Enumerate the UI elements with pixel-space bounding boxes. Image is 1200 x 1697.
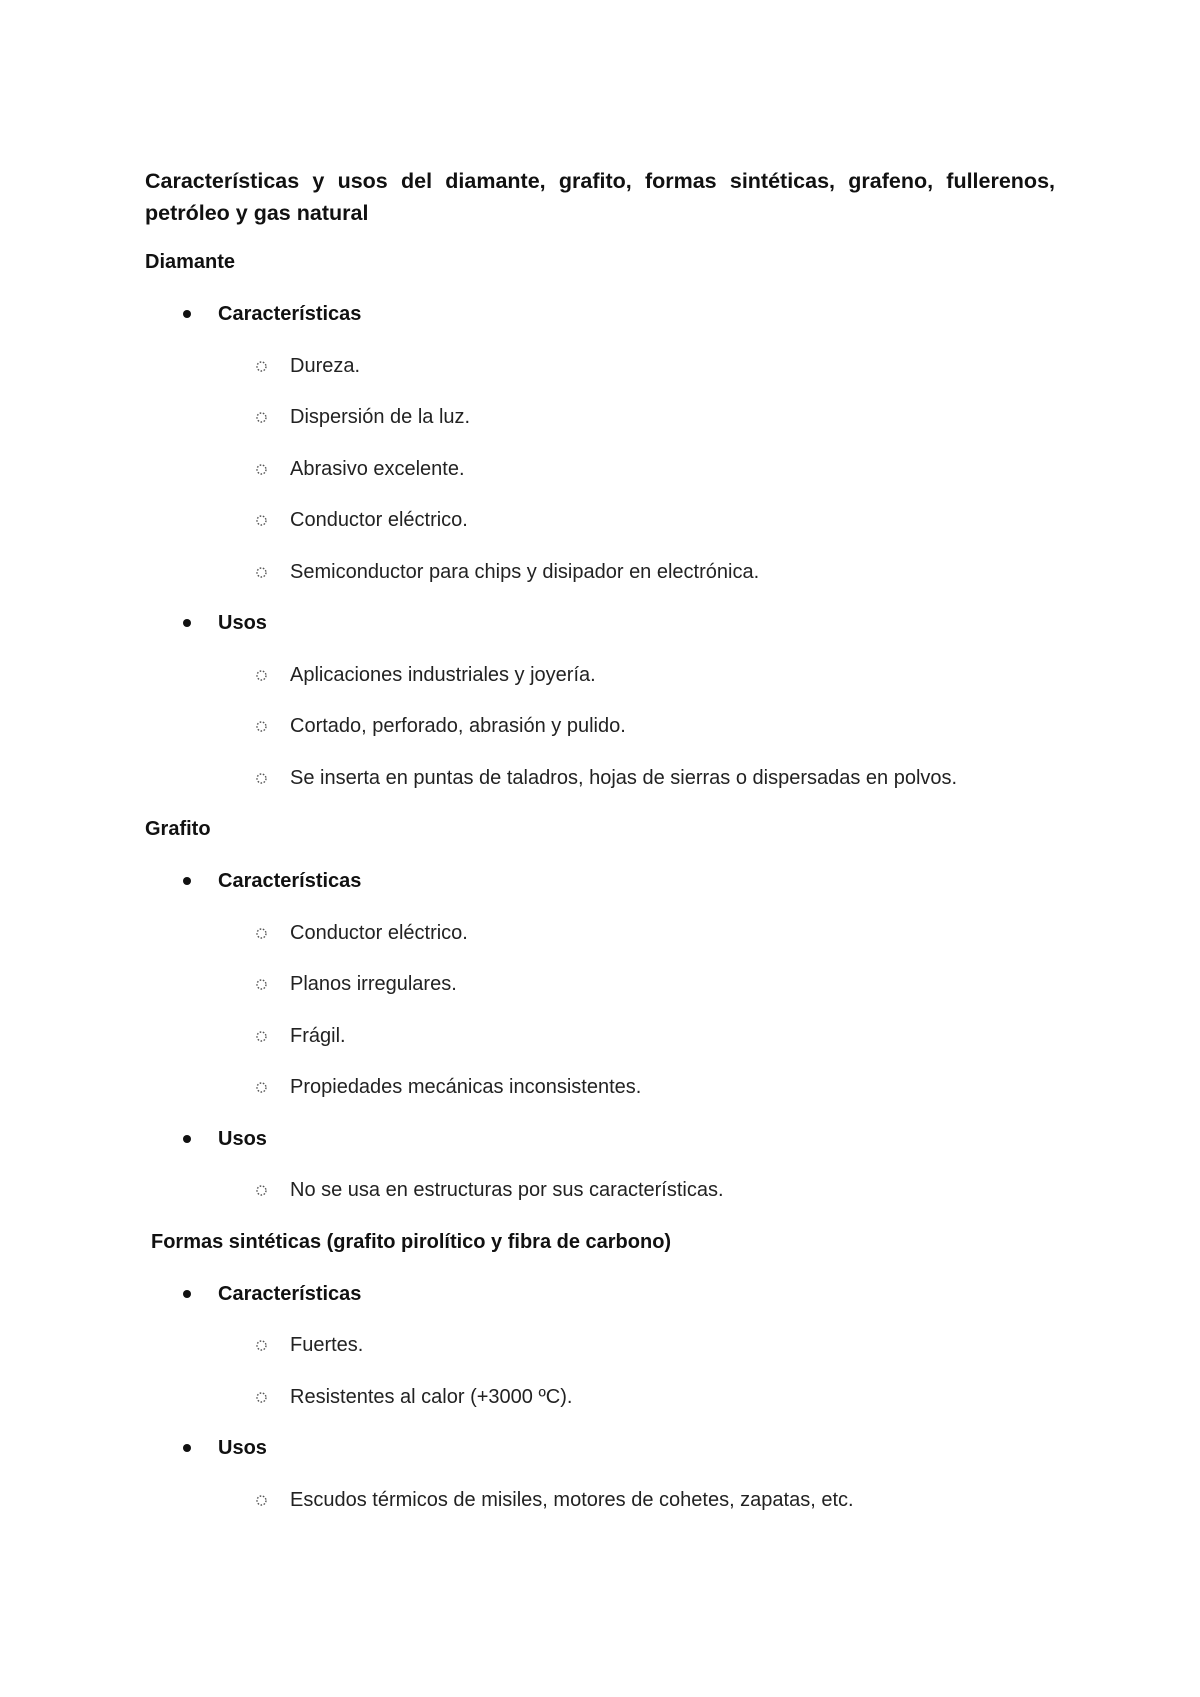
dotted-circle-bullet-icon bbox=[255, 566, 268, 579]
list-item bbox=[145, 1332, 1055, 1384]
list-item bbox=[145, 404, 1055, 456]
filled-circle-bullet-icon bbox=[183, 1290, 191, 1298]
item-text: Planos irregulares. bbox=[290, 973, 457, 995]
list-item-caracteristicas bbox=[145, 868, 1055, 920]
dotted-circle-bullet-icon bbox=[255, 772, 268, 785]
item-text: Escudos térmicos de misiles, motores de cohetes, zapatas, etc. bbox=[290, 1488, 854, 1511]
dotted-circle-bullet-icon bbox=[255, 1339, 268, 1352]
dotted-circle-bullet-icon bbox=[255, 1391, 268, 1404]
dotted-circle-bullet-icon bbox=[255, 1030, 268, 1043]
list-item bbox=[145, 1487, 1055, 1539]
dotted-circle-bullet-icon bbox=[255, 514, 268, 527]
item-text: Semiconductor para chips y disipador en electrónica. bbox=[290, 560, 760, 583]
dotted-circle-bullet-icon bbox=[255, 1184, 268, 1197]
item-text: Abrasivo excelente. bbox=[290, 457, 465, 480]
list-item bbox=[145, 1177, 1055, 1229]
list-item bbox=[145, 507, 1055, 559]
list-item-usos bbox=[145, 1126, 1055, 1178]
filled-circle-bullet-icon bbox=[183, 1444, 191, 1452]
item-text: Propiedades mecánicas inconsistentes. bbox=[290, 1076, 642, 1098]
item-text: No se usa en estructuras por sus características. bbox=[290, 1179, 724, 1201]
list-item bbox=[145, 1074, 1055, 1126]
section-formas-sinteticas bbox=[145, 1229, 1055, 1539]
group-label: Características bbox=[218, 303, 362, 325]
item-text: Se inserta en puntas de taladros, hojas de sierras o dispersadas en polvos. bbox=[290, 766, 958, 789]
dotted-circle-bullet-icon bbox=[255, 463, 268, 476]
section-heading: Grafito bbox=[145, 818, 211, 840]
filled-circle-bullet-icon bbox=[183, 877, 191, 885]
list-item bbox=[145, 662, 1055, 714]
item-text: Cortado, perforado, abrasión y pulido. bbox=[290, 715, 626, 737]
section-heading: Formas sintéticas (grafito pirolítico y fibra de carbono) bbox=[151, 1230, 672, 1253]
item-text: Fuertes. bbox=[290, 1334, 364, 1356]
item-text: Conductor eléctrico. bbox=[290, 509, 468, 531]
item-text: Dispersión de la luz. bbox=[290, 406, 471, 428]
list-item bbox=[145, 1384, 1055, 1436]
group-label: Usos bbox=[218, 612, 267, 634]
group-label: Características bbox=[218, 870, 362, 892]
list-item bbox=[145, 920, 1055, 972]
section-diamante bbox=[145, 249, 1055, 816]
list-item-caracteristicas bbox=[145, 1281, 1055, 1333]
list-item bbox=[145, 1023, 1055, 1075]
dotted-circle-bullet-icon bbox=[255, 1494, 268, 1507]
filled-circle-bullet-icon bbox=[183, 310, 191, 318]
section-grafito bbox=[145, 816, 1055, 1229]
dotted-circle-bullet-icon bbox=[255, 1081, 268, 1094]
item-text: Conductor eléctrico. bbox=[290, 921, 468, 944]
dotted-circle-bullet-icon bbox=[255, 927, 268, 940]
dotted-circle-bullet-icon bbox=[255, 720, 268, 733]
list-item bbox=[145, 765, 1055, 817]
list-item-caracteristicas bbox=[145, 301, 1055, 353]
list-item bbox=[145, 559, 1055, 611]
list-item-usos bbox=[145, 610, 1055, 662]
dotted-circle-bullet-icon bbox=[255, 411, 268, 424]
list-item bbox=[145, 353, 1055, 405]
group-label: Características bbox=[218, 1282, 362, 1305]
list-item bbox=[145, 456, 1055, 508]
document-title: Características y usos del diamante, grafito, formas sintéticas, grafeno, fullerenos, petróleo y gas natural bbox=[145, 169, 1055, 225]
dotted-circle-bullet-icon bbox=[255, 360, 268, 373]
group-label: Usos bbox=[218, 1127, 267, 1150]
item-text: Frágil. bbox=[290, 1024, 346, 1047]
filled-circle-bullet-icon bbox=[183, 1135, 191, 1143]
list-item bbox=[145, 713, 1055, 765]
list-item-usos bbox=[145, 1435, 1055, 1487]
dotted-circle-bullet-icon bbox=[255, 669, 268, 682]
group-label: Usos bbox=[218, 1437, 267, 1459]
filled-circle-bullet-icon bbox=[183, 619, 191, 627]
item-text: Dureza. bbox=[290, 354, 361, 377]
list-item bbox=[145, 971, 1055, 1023]
section-heading: Diamante bbox=[145, 251, 236, 273]
dotted-circle-bullet-icon bbox=[255, 978, 268, 991]
item-text: Aplicaciones industriales y joyería. bbox=[290, 663, 596, 686]
document-body bbox=[145, 165, 1055, 1538]
item-text: Resistentes al calor (+3000 ºC). bbox=[290, 1385, 573, 1408]
